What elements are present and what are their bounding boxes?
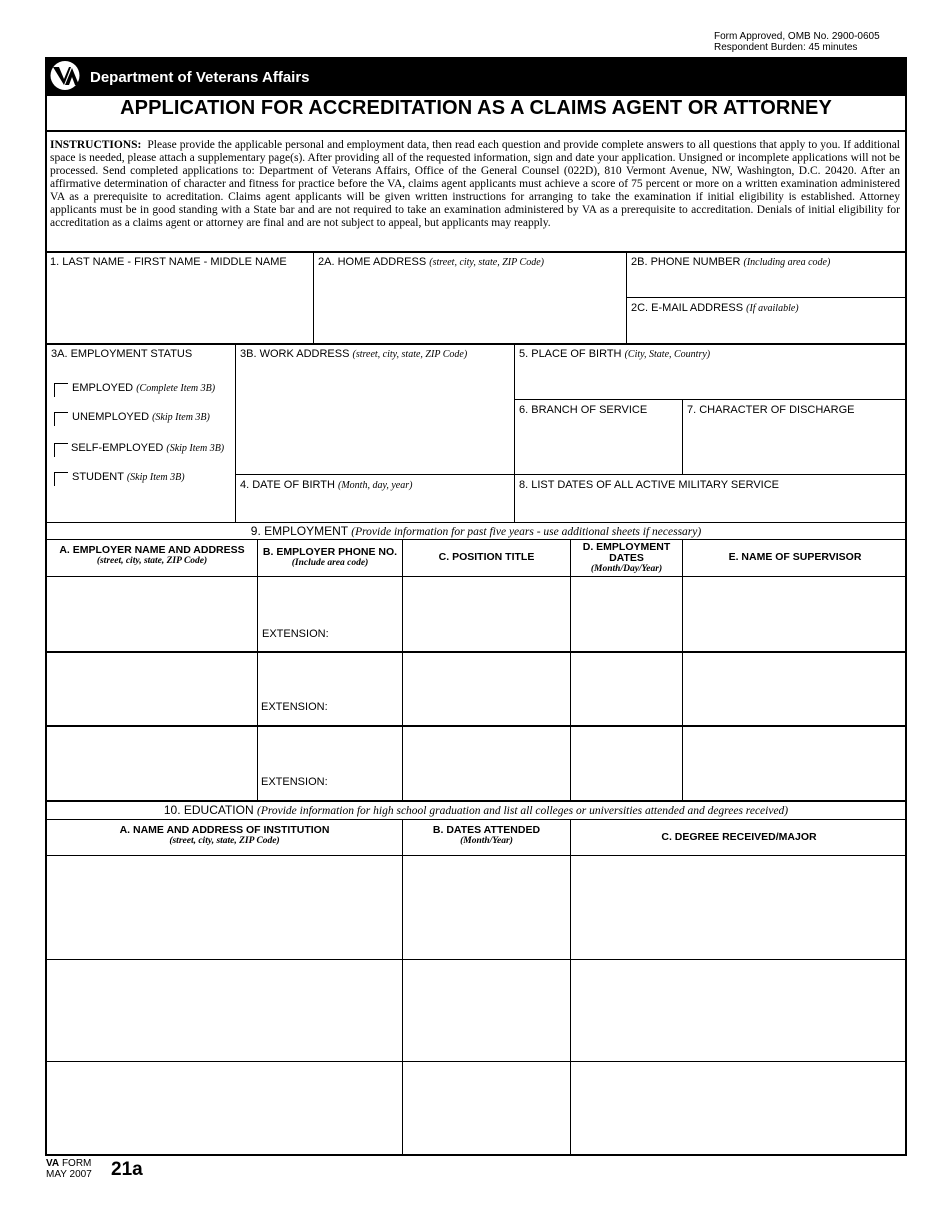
extension-field[interactable]: EXTENSION: (261, 701, 328, 713)
institution-column-header: A. NAME AND ADDRESS OF INSTITUTION (street, city, state, ZIP Code) (119, 824, 330, 846)
email-address-field[interactable]: 2C. E-MAIL ADDRESS (If available) (631, 302, 799, 314)
employer-phone-column-header: B. EMPLOYER PHONE NO. (Include area code) (262, 546, 398, 568)
date-of-birth-field[interactable]: 4. DATE OF BIRTH (Month, day, year) (240, 479, 413, 491)
employment-section-title: 9. EMPLOYMENT (Provide information for past five years - use additional sheets if necessary) (250, 524, 702, 538)
form-date: MAY 2007 (46, 1169, 92, 1180)
divider (45, 651, 907, 653)
divider (514, 399, 907, 400)
student-checkbox[interactable] (54, 472, 68, 486)
divider (682, 540, 683, 801)
divider (45, 343, 907, 345)
place-of-birth-field[interactable]: 5. PLACE OF BIRTH (City, State, Country) (519, 348, 711, 360)
omb-number: Form Approved, OMB No. 2900-0605 (714, 31, 880, 42)
divider (45, 522, 907, 523)
divider (45, 1061, 907, 1062)
employer-name-column-header: A. EMPLOYER NAME AND ADDRESS (street, city, state, ZIP Code) (59, 544, 245, 566)
divider (570, 820, 571, 1155)
supervisor-column-header: E. NAME OF SUPERVISOR (728, 551, 862, 563)
instructions-label: INSTRUCTIONS: (50, 139, 142, 151)
divider (682, 400, 683, 474)
divider (514, 344, 515, 522)
extension-field[interactable]: EXTENSION: (262, 628, 329, 640)
omb-notice (714, 31, 880, 53)
divider (45, 251, 907, 253)
divider (626, 297, 907, 298)
dates-attended-column-header: B. DATES ATTENDED (Month/Year) (432, 824, 541, 846)
divider (45, 959, 907, 960)
form-footer-label: VA FORM MAY 2007 (46, 1158, 92, 1180)
divider (45, 576, 907, 577)
divider (45, 800, 907, 802)
respondent-burden: Respondent Burden: 45 minutes (714, 42, 858, 53)
divider (45, 539, 907, 540)
position-title-column-header: C. POSITION TITLE (438, 551, 535, 563)
unemployed-option-label: UNEMPLOYED (Skip Item 3B) (72, 411, 210, 423)
department-name: Department of Veterans Affairs (90, 69, 310, 86)
form-title: APPLICATION FOR ACCREDITATION AS A CLAIMS AGENT OR ATTORNEY (120, 97, 832, 119)
self-employed-option-label: SELF-EMPLOYED (Skip Item 3B) (71, 442, 225, 454)
va-logo-icon (48, 60, 82, 91)
active-military-service-field[interactable]: 8. LIST DATES OF ALL ACTIVE MILITARY SERVICE (519, 479, 780, 491)
divider (402, 540, 403, 801)
extension-field[interactable]: EXTENSION: (261, 776, 328, 788)
self-employed-checkbox[interactable] (54, 443, 68, 457)
department-header (45, 57, 907, 94)
student-option-label: STUDENT (Skip Item 3B) (72, 471, 185, 483)
divider (257, 540, 258, 801)
divider (45, 855, 907, 856)
employed-checkbox[interactable] (54, 383, 68, 397)
form-frame (45, 94, 907, 1156)
phone-number-field[interactable]: 2B. PHONE NUMBER (Including area code) (631, 256, 831, 268)
home-address-field[interactable]: 2A. HOME ADDRESS (street, city, state, ZIP Code) (318, 256, 544, 268)
character-of-discharge-field[interactable]: 7. CHARACTER OF DISCHARGE (687, 404, 855, 416)
divider (45, 819, 907, 820)
education-section-title: 10. EDUCATION (Provide information for high school graduation and list all colleges or universities attended and degrees received) (163, 803, 789, 817)
divider (235, 474, 907, 475)
employment-dates-column-header: D. EMPLOYMENT DATES (Month/Day/Year) (582, 541, 671, 574)
divider (313, 252, 314, 343)
branch-of-service-field[interactable]: 6. BRANCH OF SERVICE (519, 404, 648, 416)
instructions-text: Please provide the applicable personal and employment data, then read each question and provide complete answers to all questions that apply to you. If additional space is needed, please attach a supplementary page(s). After providing all of the requested information, sign and date your application. Unsigned or incomplete applications will not be processed. Send completed applications to: Department of Veterans Affairs, Office of the General Counsel (022D), 810 Vermont Avenue, NW, Washington, D.C. 20420. After an affirmative determination of character and fitness for practice before the VA, claims agent applicants must achieve a score of 75 percent or more on a written examination administered VA as a prerequisite to acreditation. Claims agent applicants will be given written instructions for arranging to take the examination if initial eligibility is established. Attorney applicants must be in good standing with a State bar and are not required to take an examination administered by VA as a prerequisite to accreditation. Denials of initial eligibility for accreditation as a claims agent or attorney are final and are not subject to appeal, but applicants may reapply. (50, 139, 900, 229)
employment-status-label: 3A. EMPLOYMENT STATUS (51, 348, 193, 360)
degree-major-column-header: C. DEGREE RECEIVED/MAJOR (661, 831, 817, 843)
divider (402, 820, 403, 1155)
unemployed-checkbox[interactable] (54, 412, 68, 426)
divider (45, 130, 907, 132)
form-number: 21a (111, 1159, 143, 1180)
employed-option-label: EMPLOYED (Complete Item 3B) (72, 382, 216, 394)
divider (45, 725, 907, 727)
instructions-block (50, 139, 900, 230)
work-address-field[interactable]: 3B. WORK ADDRESS (street, city, state, ZIP Code) (240, 348, 468, 360)
divider (235, 344, 236, 522)
divider (570, 540, 571, 801)
last-first-middle-name-field[interactable]: 1. LAST NAME - FIRST NAME - MIDDLE NAME (50, 256, 287, 268)
